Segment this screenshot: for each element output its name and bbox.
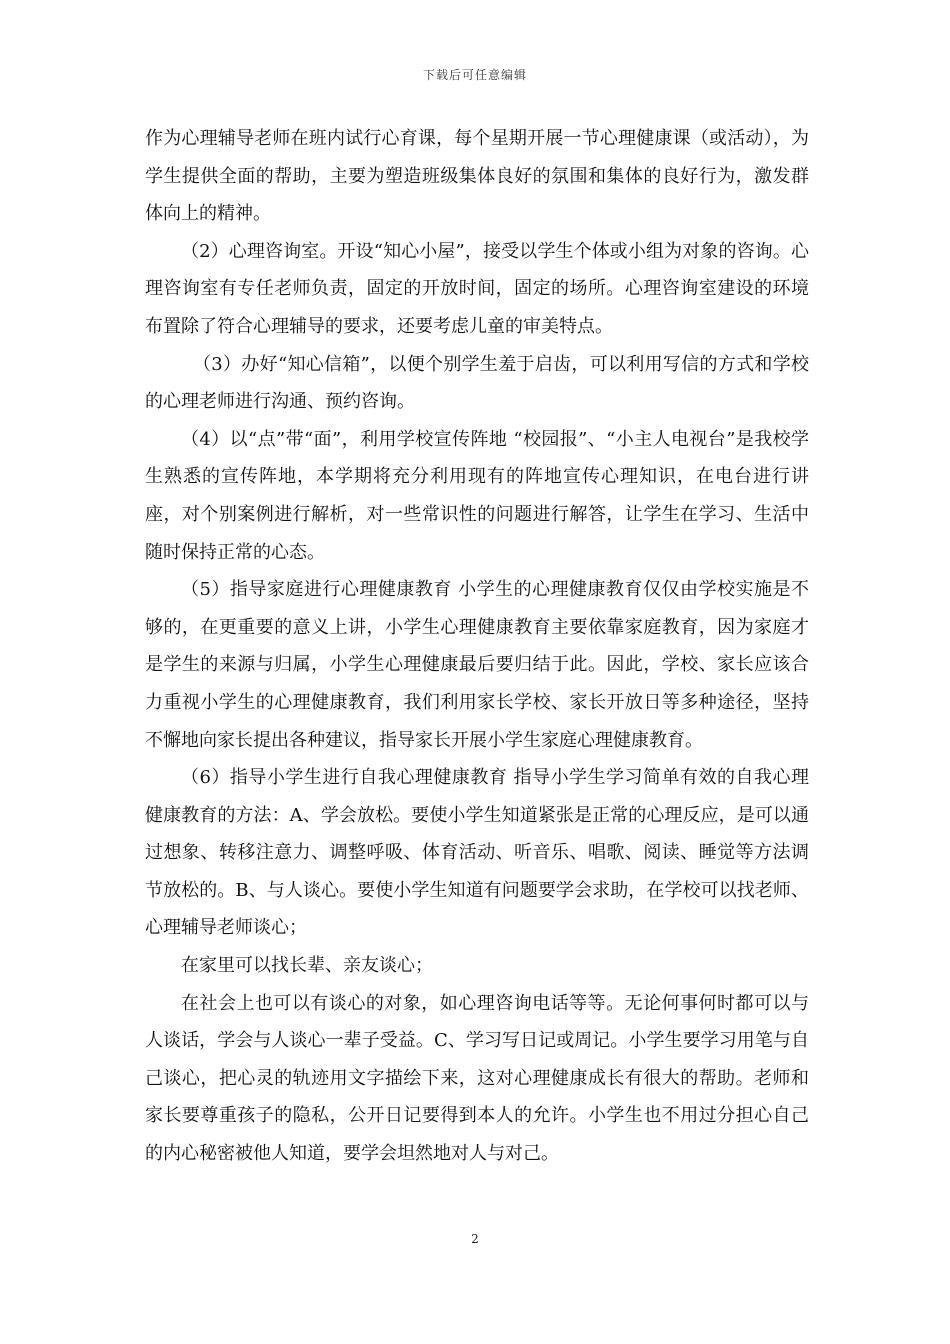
paragraph-counseling-room: （2）心理咨询室。开设“知心小屋”，接受以学生个体或小组为对象的咨询。心理咨询室有专任老师负责，固定的开放时间，固定的场所。心理咨询室建设的环境布置除了符合心理辅导的要求，还要考虑儿童的审美特点。 bbox=[145, 240, 809, 337]
paragraph-family-guidance: （5）指导家庭进行心理健康教育 小学生的心理健康教育仅仅由学校实施是不够的，在更重要的意义上讲，小学生心理健康教育主要依靠家庭教育，因为家庭才是学生的来源与归属，小学生心理健康最后要归结于此。因此，学校、家长应该合力重视小学生的心理健康教育，我们利用家长学校、家长开放日等多种途径，坚持不懈地向家长提出各种建议，指导家长开展小学生家庭心理健康教育。 bbox=[145, 579, 809, 751]
paragraph-talk-in-society: 在社会上也可以有谈心的对象，如心理咨询电话等等。无论何事何时都可以与人谈话，学会与人谈心一辈子受益。C、学习写日记或周记。小学生要学习用笔与自己谈心，把心灵的轨迹用文字描绘下来，这对心理健康成长有很大的帮助。老师和家长要尊重孩子的隐私，公开日记要得到本人的允许。小学生也不用过分担心自己的内心秘密被他人知道，要学会坦然地对人与对己。 bbox=[145, 992, 809, 1165]
paragraph-self-education: （6）指导小学生进行自我心理健康教育 指导小学生学习简单有效的自我心理健康教育的方法：A、学会放松。要使小学生知道紧张是正常的心理反应，是可以通过想象、转移注意力、调整呼吸、体育活动、听音乐、唱歌、阅读、睡觉等方法调节放松的。B、与人谈心。要使小学生知道有问题要学会求助，在学校可以找老师、心理辅导老师谈心； bbox=[145, 767, 809, 939]
paragraph-heart-education-class: 作为心理辅导老师在班内试行心育课，每个星期开展一节心理健康课（或活动），为学生提供全面的帮助，主要为塑造班级集体良好的氛围和集体的良好行为，激发群体向上的精神。 bbox=[145, 128, 809, 225]
paragraph-heart-mailbox: （3）办好“知心信箱”，以便个别学生羞于启齿，可以利用写信的方式和学校的心理老师进行沟通、预约咨询。 bbox=[145, 353, 809, 413]
paragraph-talk-at-home: 在家里可以找长辈、亲友谈心； bbox=[181, 955, 433, 977]
page-number: 2 bbox=[471, 1232, 479, 1246]
document-body bbox=[145, 120, 809, 1173]
paragraph-school-publicity: （4）以“点”带“面”，利用学校宣传阵地 “校园报”、“小主人电视台”是我校学生熟悉的宣传阵地，本学期将充分利用现有的阵地宣传心理知识，在电台进行讲座，对个别案例进行解析，对一些常识性的问题进行解答，让学生在学习、生活中随时保持正常的心态。 bbox=[145, 428, 809, 563]
page-header: 下载后可任意编辑 bbox=[422, 68, 527, 82]
